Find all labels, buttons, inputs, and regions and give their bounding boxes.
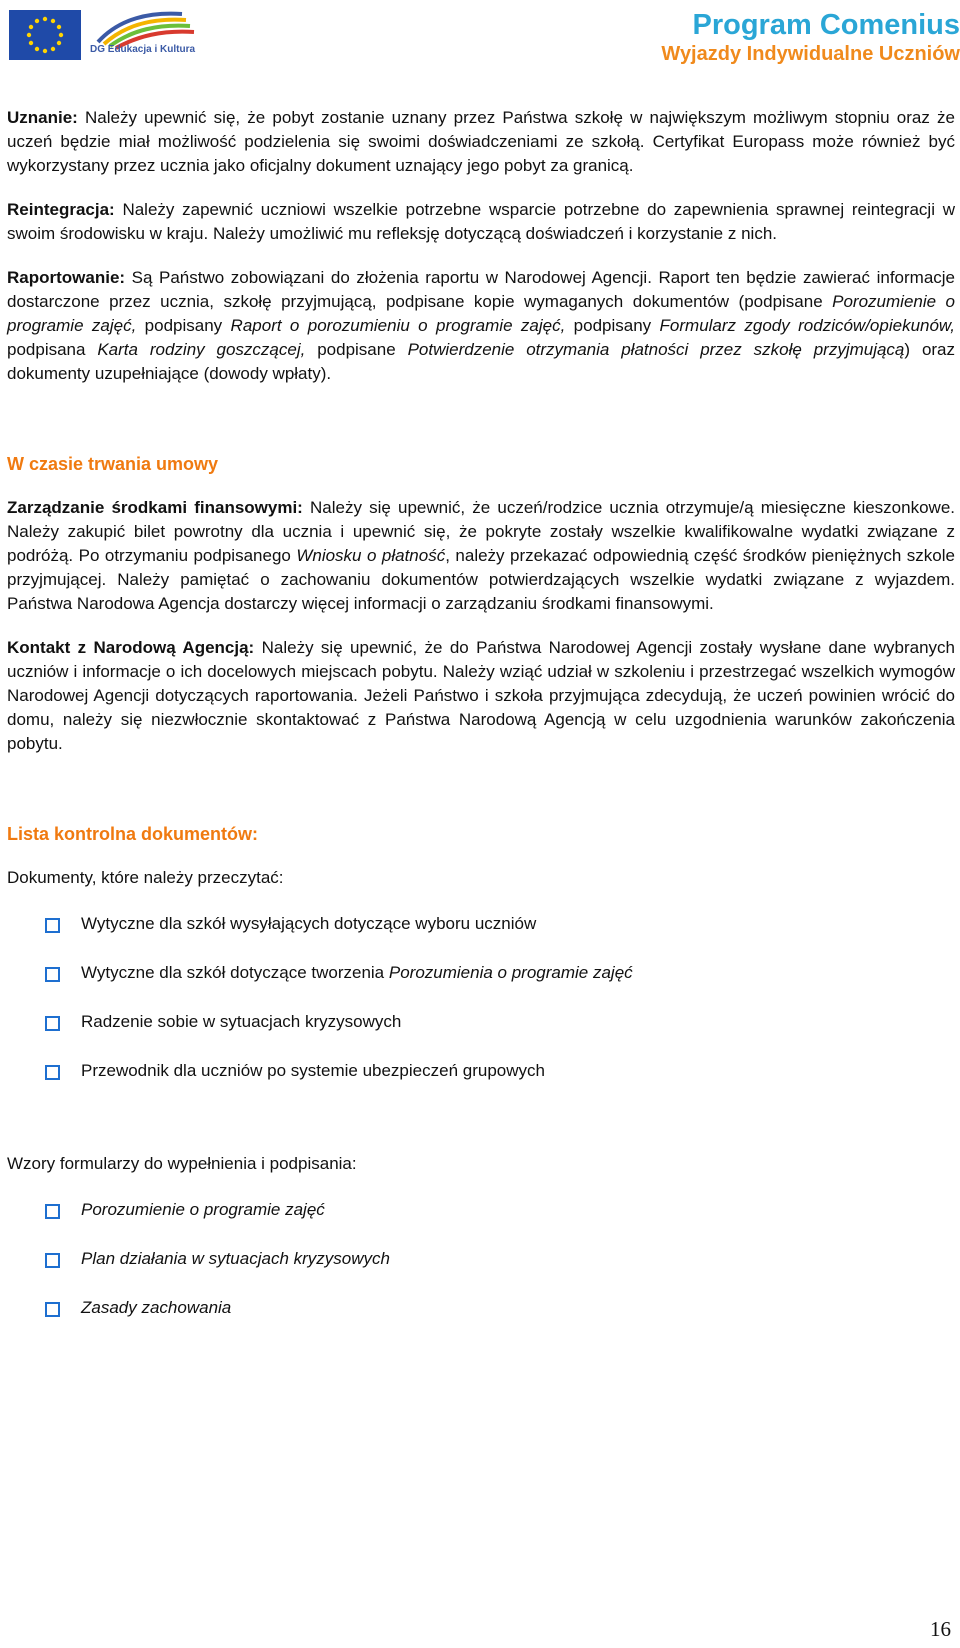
raportowanie-text-6: ) oraz dokumenty uzupełniające (dowody wpłaty).: [7, 340, 956, 383]
page-number: 16: [930, 1617, 951, 1641]
reintegracja-label: Reintegracja:: [7, 200, 115, 219]
list-item-italic: Porozumienia o programie zajęć: [388, 963, 633, 982]
raportowanie-text-4: podpisana: [7, 340, 98, 359]
kontakt-label: Kontakt z Narodową Agencją:: [7, 638, 255, 657]
zarzadzanie-text-1: Należy się upewnić, że uczeń/rodzice ucznia otrzymuje/ą miesięczne kieszonkowe. Należy zakupić bilet powrotny dla ucznia i upewnić się, że pokryte zostały wszelkie kwalifikowalne wydatki związane z podróżą. Po otrzymaniu podpisanego: [7, 498, 955, 565]
list-item-text: Wytyczne dla szkół wysyłających dotyczące wyboru uczniów: [81, 914, 537, 933]
raportowanie-text-1: Są Państwo zobowiązani do złożenia raportu w Narodowej Agencji. Raport ten będzie zawierać informacje dostarczone przez ucznia, szkołę przyjmującą, podpisane kopie wymaganych dokumentów (podpisane: [7, 268, 955, 311]
list-item-text: Przewodnik dla uczniów po systemie ubezpieczeń grupowych: [81, 1061, 545, 1080]
zarzadzanie-text-2: , należy przekazać odpowiednią część środków pieniężnych szkole przyjmującej. Należy pamiętać o zachowaniu dokumentów potwierdzających wszelkie wydatki związane z wyjazdem. Państwa Narodowa Agencja dostarczy więcej informacji o zarządzaniu środkami finansowymi.: [7, 546, 955, 613]
list-item-text: Porozumienie o programie zajęć: [81, 1200, 325, 1219]
paragraph-raportowanie: [7, 266, 955, 386]
list-item-text: Plan działania w sytuacjach kryzysowych: [81, 1249, 390, 1268]
section-heading-checklist: Lista kontrolna dokumentów:: [7, 824, 259, 844]
read-intro: Dokumenty, które należy przeczytać:: [7, 868, 284, 887]
section-heading-during: W czasie trwania umowy: [7, 454, 219, 474]
list-item: [7, 1059, 955, 1108]
checkbox-icon: [45, 1302, 60, 1317]
raportowanie-text-2: podpisany: [136, 316, 231, 335]
dg-logo-text: DG Edukacja i Kultura: [90, 44, 196, 55]
list-item: [7, 1198, 955, 1247]
raportowanie-text-3: podpisany: [565, 316, 660, 335]
raportowanie-label: Raportowanie:: [7, 268, 126, 287]
raportowanie-italic-1: Porozumienie o programie zajęć,: [7, 292, 956, 335]
read-documents-list: [7, 912, 955, 1108]
reintegracja-text: Należy zapewnić uczniowi wszelkie potrzebne wsparcie potrzebne do zapewnienia sprawnej reintegracji w swoim środowisku w kraju. Należy umożliwić mu refleksję dotyczącą doświadczeń i korzystanie z nich.: [7, 200, 955, 243]
raportowanie-italic-5: Potwierdzenie otrzymania płatności przez szkołę przyjmującą: [407, 340, 905, 359]
dg-education-logo: [90, 8, 200, 66]
program-title: Program Comenius: [692, 9, 960, 41]
paragraph-reintegracja: [7, 198, 955, 246]
list-item: [7, 961, 955, 1010]
list-item-text: Zasady zachowania: [81, 1298, 232, 1317]
checkbox-icon: [45, 1253, 60, 1268]
forms-list: [7, 1198, 955, 1345]
zarzadzanie-label: Zarządzanie środkami finansowymi:: [7, 498, 303, 517]
raportowanie-text-5: podpisane: [305, 340, 408, 359]
program-subtitle: Wyjazdy Indywidualne Uczniów: [661, 43, 960, 65]
checkbox-icon: [45, 1016, 60, 1031]
list-item: [7, 912, 955, 961]
checkbox-icon: [45, 1065, 60, 1080]
checkbox-icon: [45, 918, 60, 933]
paragraph-kontakt: [7, 636, 955, 756]
forms-intro: Wzory formularzy do wypełnienia i podpisania:: [7, 1154, 357, 1173]
page-header: [0, 0, 960, 80]
kontakt-text: Należy się upewnić, że do Państwa Narodowej Agencji zostały wysłane dane wybranych uczniów i informacje o ich docelowych miejscach pobytu. Należy wziąć udział w szkoleniu i przestrzegać wszelkich wymogów Narodowej Agencji dotyczących raportowania. Jeżeli Państwo i szkoła przyjmująca zdecydują, że uczeń powinien wrócić do domu, należy się niezwłocznie skontaktować z Państwa Narodową Agencją w celu uzgodnienia warunków zakończenia pobytu.: [7, 638, 955, 753]
list-item-text: Radzenie sobie w sytuacjach kryzysowych: [81, 1012, 402, 1031]
header-titles: [661, 8, 960, 66]
list-item: [7, 1010, 955, 1059]
checkbox-icon: [45, 967, 60, 982]
uznanie-text: Należy upewnić się, że pobyt zostanie uznany przez Państwa szkołę w największym możliwym stopniu oraz że uczeń będzie miał możliwość podzielenia się swoimi doświadczeniami ze szkołą. Certyfikat Europass może również być wykorzystany przez ucznia jako oficjalny dokument uznający jego pobyt za granicą.: [7, 108, 955, 175]
eu-flag-icon: [9, 10, 81, 60]
paragraph-uznanie: [7, 106, 955, 178]
list-item: [7, 1296, 955, 1345]
checkbox-icon: [45, 1204, 60, 1219]
uznanie-label: Uznanie:: [7, 108, 78, 127]
paragraph-zarzadzanie: [7, 496, 955, 616]
raportowanie-italic-4: Karta rodziny goszczącej,: [97, 340, 306, 359]
list-item: [7, 1247, 955, 1296]
list-item-text: Wytyczne dla szkół dotyczące tworzenia: [81, 963, 389, 982]
zarzadzanie-italic-1: Wniosku o płatność: [296, 546, 446, 565]
document-body: [7, 106, 955, 1345]
raportowanie-italic-2: Raport o porozumieniu o programie zajęć,: [230, 316, 566, 335]
raportowanie-italic-3: Formularz zgody rodziców/opiekunów,: [659, 316, 955, 335]
